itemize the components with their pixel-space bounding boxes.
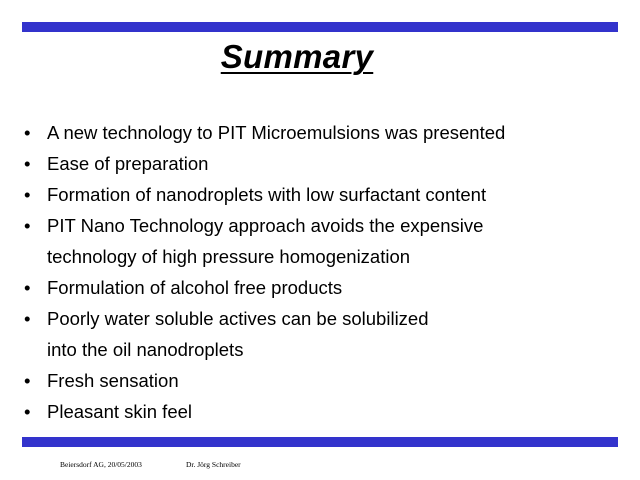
- footer-author: Dr. Jörg Schreiber: [186, 460, 241, 469]
- bullet-dot-icon: •: [24, 153, 31, 174]
- bullet-dot-icon: •: [24, 308, 31, 329]
- bullet-item: [24, 396, 624, 427]
- bullet-text: Formulation of alcohol free products: [47, 277, 343, 298]
- footer-company-date: Beiersdorf AG, 20/05/2003: [60, 460, 142, 469]
- bullet-text: PIT Nano Technology approach avoids the expensive: [47, 215, 484, 236]
- bullet-text-continuation: technology of high pressure homogenization: [47, 246, 411, 267]
- bullet-item: [24, 117, 624, 148]
- bottom-divider-bar: [22, 437, 618, 447]
- bullet-dot-icon: •: [24, 277, 31, 298]
- bullet-text: Fresh sensation: [47, 370, 179, 391]
- bullet-dot-icon: •: [24, 122, 31, 143]
- bullet-item: [24, 148, 624, 179]
- bullet-list: [24, 117, 624, 427]
- bullet-text-continuation: into the oil nanodroplets: [47, 339, 244, 360]
- bullet-dot-icon: •: [24, 401, 31, 422]
- bullet-item: [24, 179, 624, 210]
- bullet-dot-icon: •: [24, 184, 31, 205]
- bullet-text: Pleasant skin feel: [47, 401, 193, 422]
- bullet-text: Poorly water soluble actives can be solubilized: [47, 308, 429, 329]
- bullet-text: Formation of nanodroplets with low surfactant content: [47, 184, 487, 205]
- bullet-text: Ease of preparation: [47, 153, 209, 174]
- bullet-dot-icon: •: [24, 370, 31, 391]
- bullet-item: [24, 365, 624, 396]
- bullet-item: [24, 303, 624, 365]
- bullet-text: A new technology to PIT Microemulsions was presented: [47, 122, 506, 143]
- top-divider-bar: [22, 22, 618, 32]
- bullet-item: [24, 210, 624, 272]
- slide-title: Summary: [220, 38, 374, 75]
- bullet-item: [24, 272, 624, 303]
- bullet-dot-icon: •: [24, 215, 31, 236]
